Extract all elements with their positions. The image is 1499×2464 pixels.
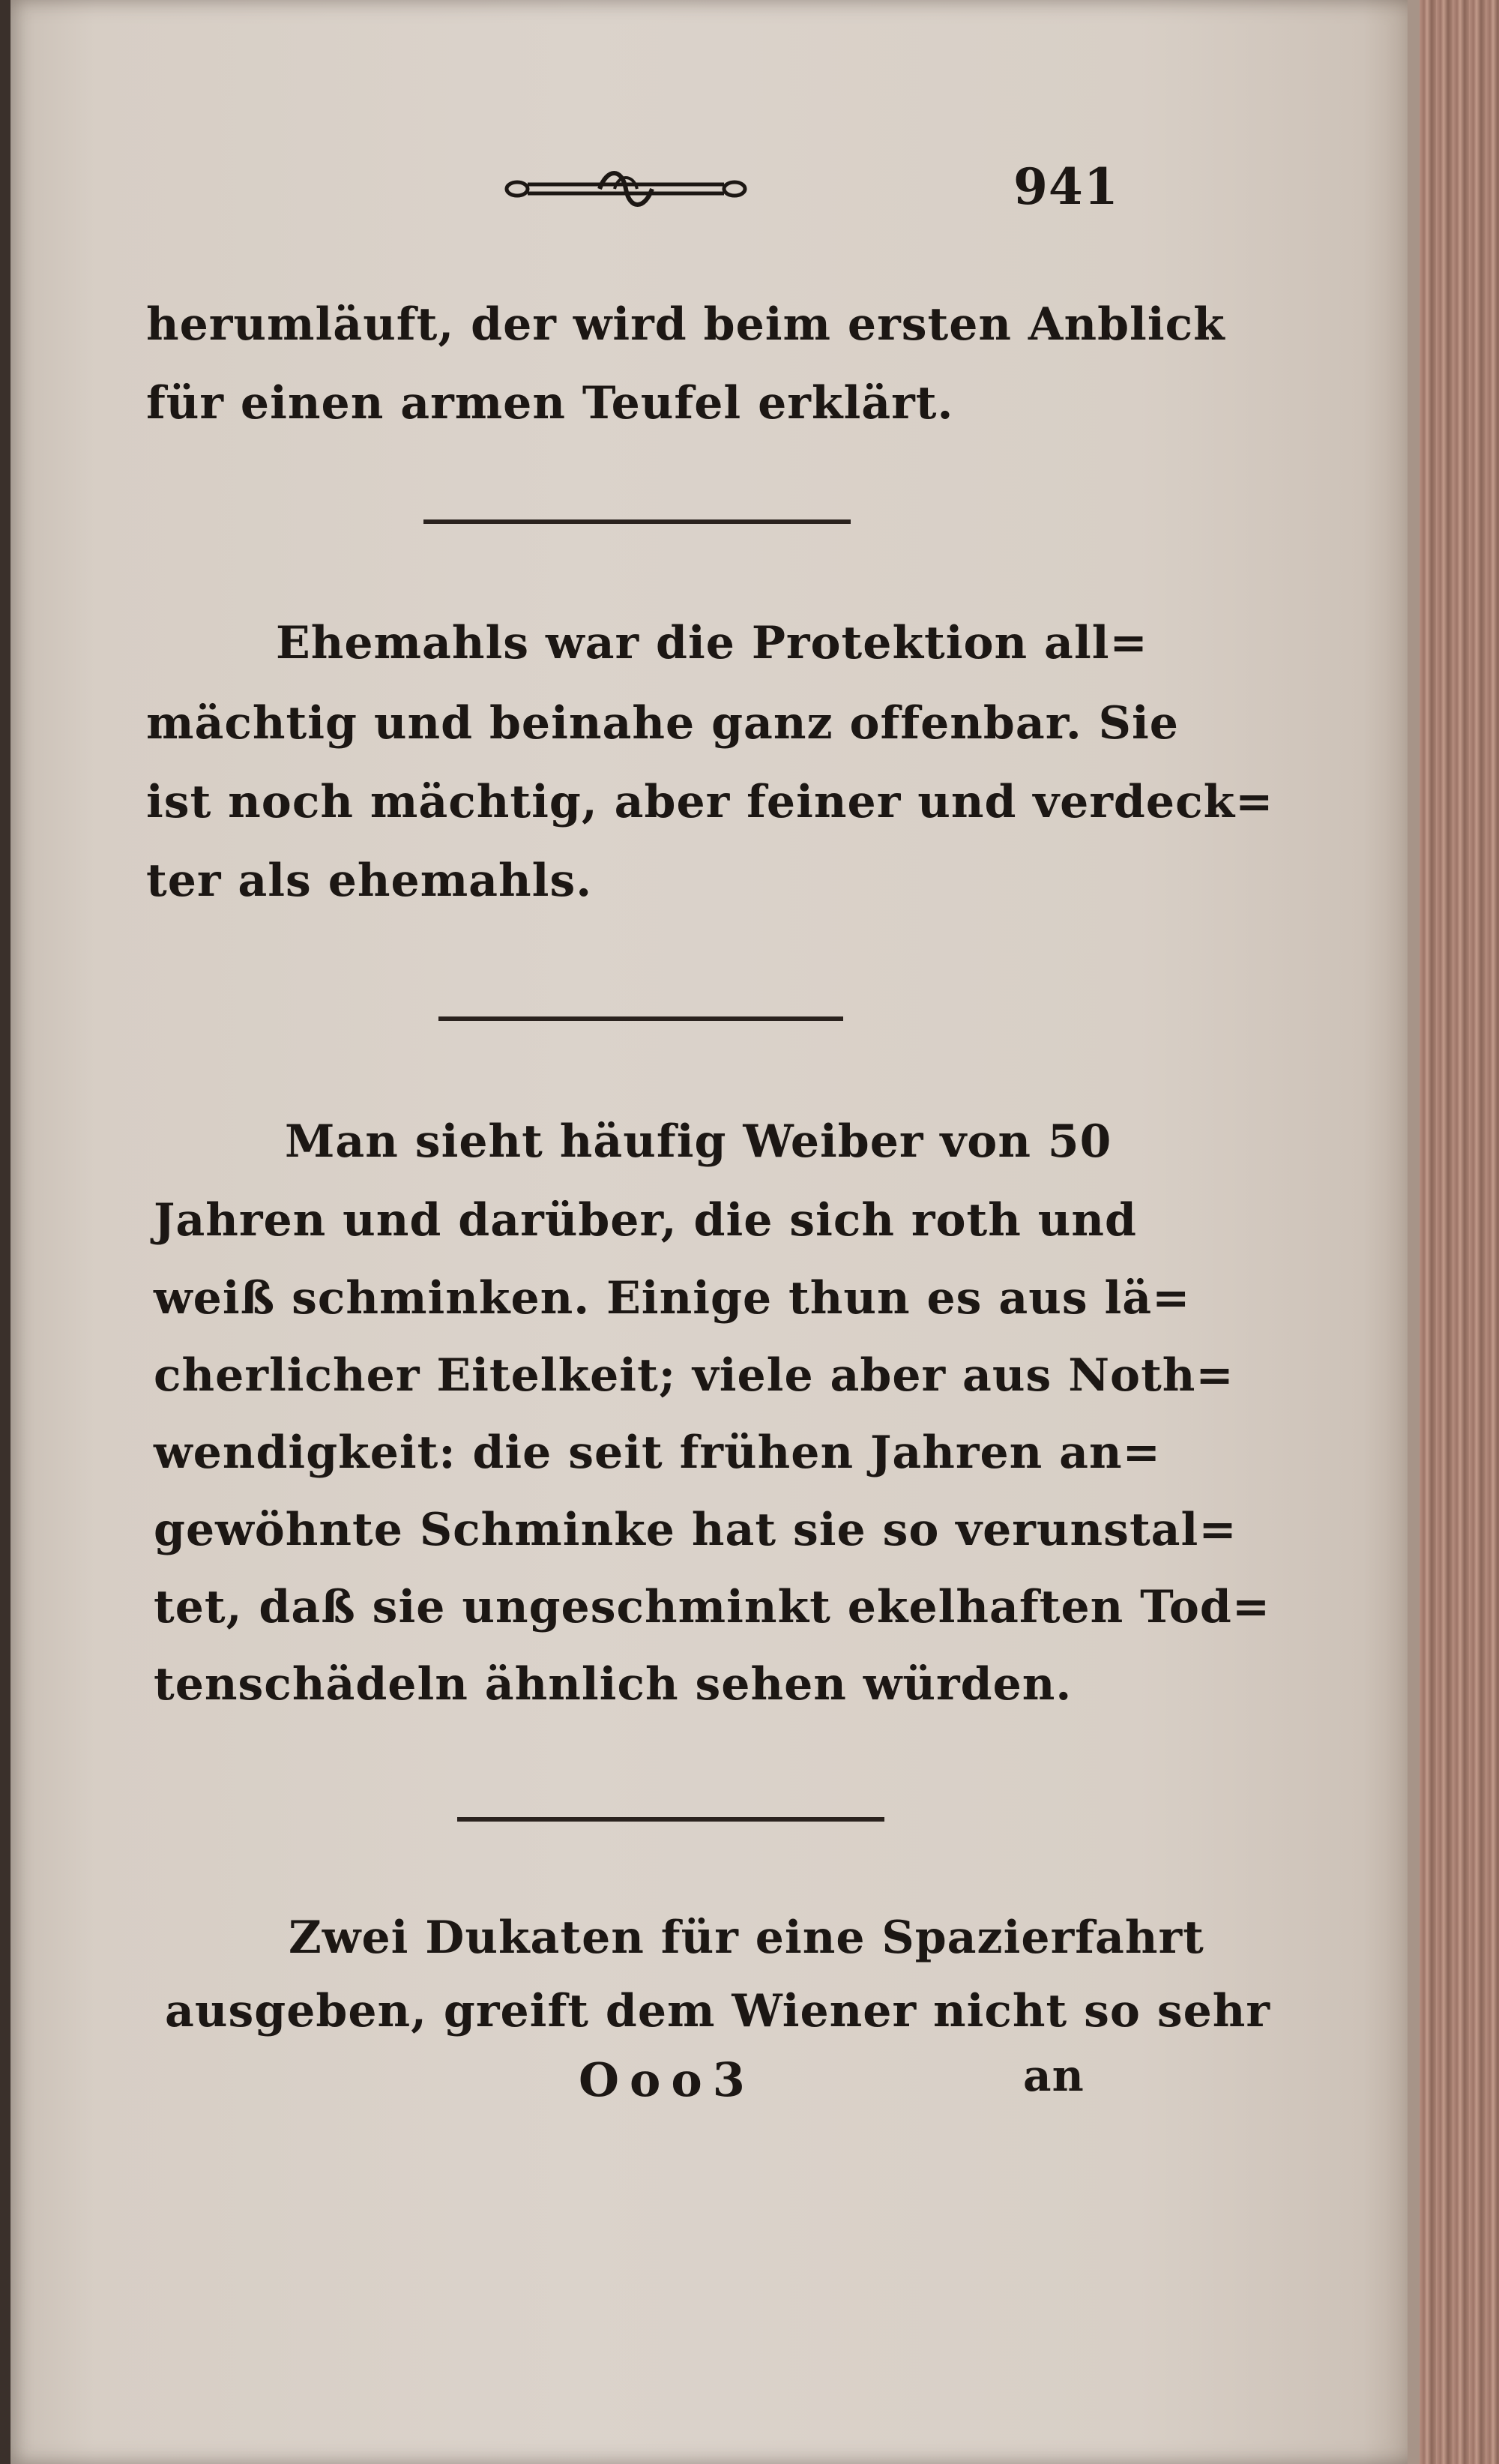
page-number: 941 (1013, 157, 1119, 216)
text-line: mächtig und beinahe ganz offenbar. Sie (146, 697, 1179, 750)
text-line: ist noch mächtig, aber feiner und verdeck= (146, 776, 1274, 828)
text-line: Jahren und darüber, die sich roth und (154, 1194, 1137, 1247)
ornament-icon (502, 166, 750, 208)
section-divider (438, 1016, 843, 1021)
text-line: ter als ehemahls. (146, 855, 593, 907)
catchword: an (1023, 2050, 1085, 2101)
text-line: wendigkeit: die seit frühen Jahren an= (154, 1427, 1161, 1479)
text-line: tet, daß sie ungeschminkt ekelhaften Tod= (154, 1581, 1271, 1633)
text-line: ausgeben, greift dem Wiener nicht so sehr (165, 1985, 1271, 2037)
text-line: Zwei Dukaten für eine Spazierfahrt (289, 1912, 1204, 1964)
text-line: cherlicher Eitelkeit; viele aber aus Noth= (154, 1349, 1234, 1402)
text-line: herumläuft, der wird beim ersten Anblick (146, 298, 1225, 351)
signature-mark: Ooo3 (579, 2052, 755, 2107)
text-line: Man sieht häufig Weiber von 50 (285, 1115, 1112, 1168)
text-line: gewöhnte Schminke hat sie so verunstal= (154, 1504, 1237, 1556)
text-line: Ehemahls war die Protektion all= (276, 617, 1148, 669)
section-divider (457, 1817, 884, 1822)
book-edge (1420, 0, 1499, 2464)
text-line: tenschädeln ähnlich sehen würden. (154, 1658, 1073, 1711)
text-line: für einen armen Teufel erklärt. (146, 377, 954, 430)
section-divider (423, 519, 851, 524)
text-line: weiß schminken. Einige thun es aus lä= (154, 1272, 1191, 1325)
